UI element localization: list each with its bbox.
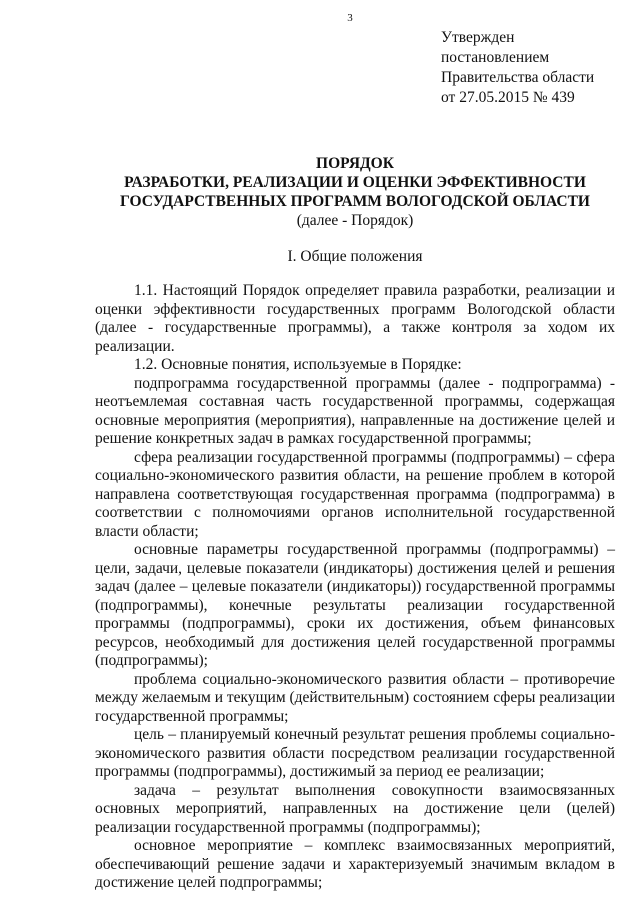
approval-line: Правительства области	[441, 69, 595, 86]
paragraph: 1.1. Настоящий Порядок определяет правила разработки, реализации и оценки эффективности государственных программ Вологодской области (далее - государственные программы), а также контроля за ходом их реализации.	[95, 282, 615, 355]
section-heading: I. Общие положения	[287, 248, 423, 265]
paragraph: задача – результат выполнения совокупности взаимосвязанных основных мероприятий, направленных на достижение цели (целей) реализации государственной программы (подпрограммы);	[95, 781, 615, 836]
paragraph: проблема социально-экономического развития области – противоречие между желаемым и текущим (действительным) состоянием сферы реализации государственной программы;	[95, 670, 615, 725]
page-number: 3	[347, 12, 353, 24]
approval-date: от 27.05.2015 № 439	[441, 89, 575, 106]
paragraph: цель – планируемый конечный результат решения проблемы социально-экономического развития области посредством реализации государственной программы (подпрограммы), достижимый за период ее реализации;	[95, 726, 615, 780]
title-line: РАЗРАБОТКИ, РЕАЛИЗАЦИИ И ОЦЕНКИ ЭФФЕКТИВНОСТИ	[124, 174, 586, 191]
document-title	[95, 154, 615, 230]
document-body	[95, 282, 615, 893]
paragraph: основные параметры государственной программы (подпрограммы) – цели, задачи, целевые показатели (индикаторы) достижения целей и решения задач (далее – целевые показатели (индикаторы)) государственной программы (подпрограммы), конечные результаты реализации государственной программы (подпрограммы), сроки их достижения, объем финансовых ресурсов, необходимый для достижения целей государственной программы (подпрограммы);	[95, 541, 615, 669]
paragraph: основное мероприятие – комплекс взаимосвязанных мероприятий, обеспечивающий решение задачи и характеризуемый значимым вкладом в достижение целей подпрограммы;	[95, 837, 615, 891]
title-line: ГОСУДАРСТВЕННЫХ ПРОГРАММ ВОЛОГОДСКОЙ ОБЛАСТИ	[120, 193, 590, 210]
paragraph: сфера реализации государственной программы (подпрограммы) – сфера социально-экономического развития области, на решение проблем в которой направлена соответствующая государственная программа (подпрограмма) в соответствии с полномочиями органов исполнительной государственной власти области;	[95, 448, 615, 540]
paragraph: подпрограмма государственной программы (далее - подпрограмма) - неотъемлемая составная часть государственной программы, содержащая основные мероприятия (мероприятия), направленные на достижение целей и решение конкретных задач в рамках государственной программы;	[95, 374, 615, 447]
approval-line: постановлением	[441, 49, 550, 66]
title-line: ПОРЯДОК	[316, 155, 394, 172]
approval-line: Утвержден	[441, 29, 515, 46]
title-subtitle: (далее - Порядок)	[296, 212, 414, 229]
paragraph: 1.2. Основные понятия, используемые в Порядке:	[134, 356, 462, 373]
approval-stamp	[441, 28, 594, 108]
